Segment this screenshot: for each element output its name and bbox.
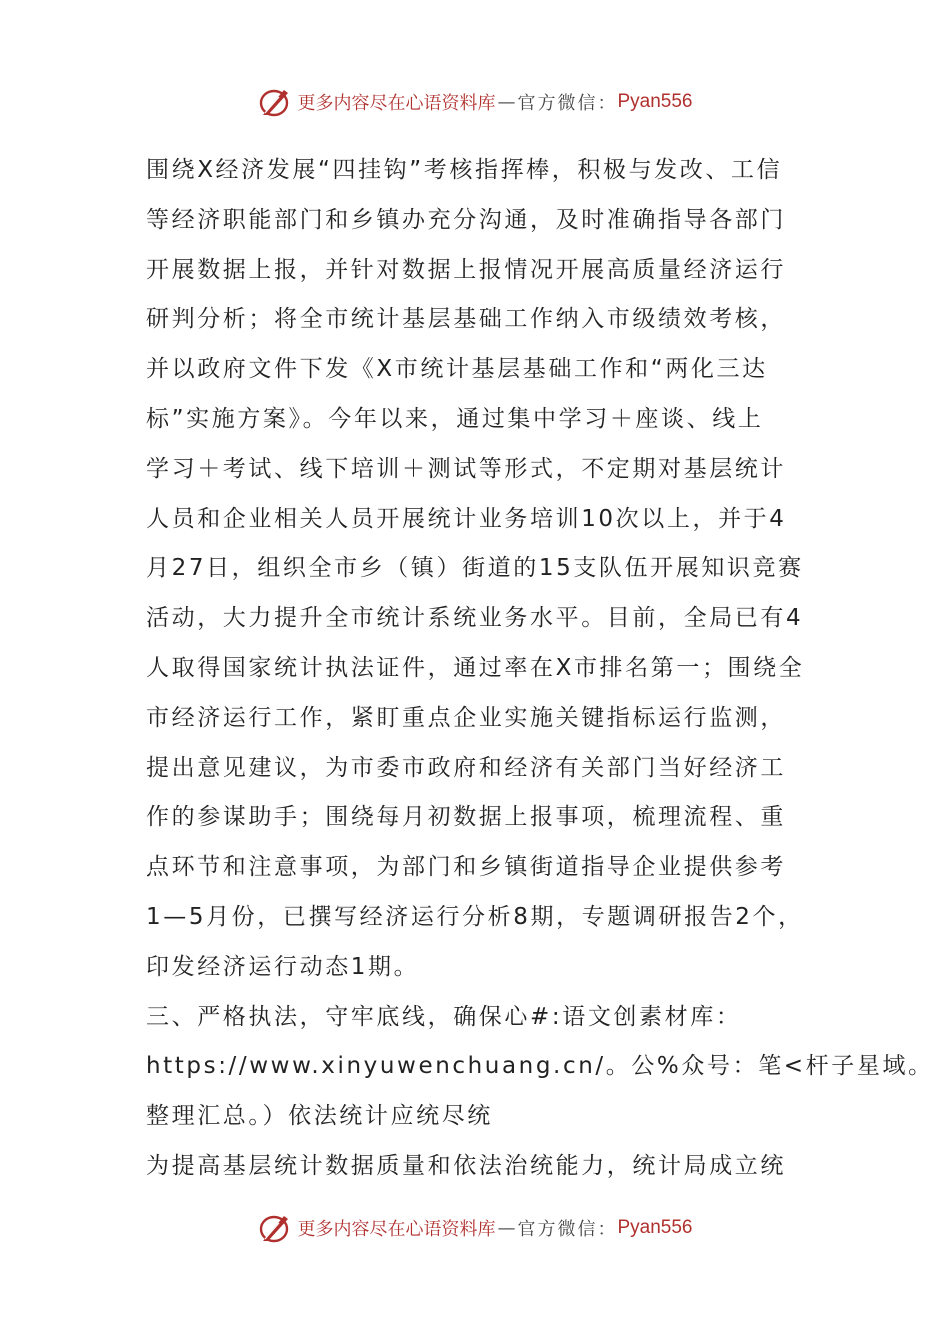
text-line: 市经济运行工作，紧盯重点企业实施关键指标运行监测，	[146, 704, 786, 731]
quill-pen-logo-icon	[257, 1210, 293, 1246]
text-line: 作的参谋助手；围绕每月初数据上报事项，梳理流程、重	[146, 804, 786, 831]
header-dash: —	[497, 91, 516, 113]
text-line: 研判分析；将全市统计基层基础工作纳入市级绩效考核，	[146, 306, 786, 333]
text-line: 等经济职能部门和乡镇办充分沟通，及时准确指导各部门	[146, 206, 786, 233]
text-line: 印发经济运行动态1期。	[146, 953, 420, 980]
footer-watermark	[0, 1208, 950, 1248]
text-line: 活动，大力提升全市统计系统业务水平。目前，全局已有4	[146, 605, 804, 632]
text-line: 人员和企业相关人员开展统计业务培训10次以上，并于4	[146, 505, 787, 532]
quill-pen-logo-icon	[257, 84, 293, 120]
header-wechat-id: Pyan556	[617, 91, 693, 112]
text-line: 围绕X经济发展“四挂钩”考核指挥棒，积极与发改、工信	[146, 157, 783, 183]
text-line: 月27日，组织全市乡（镇）街道的15支队伍开展知识竞赛	[146, 555, 804, 582]
text-line: 1—5月份，已撰写经济运行分析8期，专题调研报告2个，	[146, 903, 804, 930]
footer-wechat-id: Pyan556	[617, 1217, 693, 1238]
text-line: 为提高基层统计数据质量和依法治统能力，统计局成立统	[146, 1152, 786, 1179]
text-line: 标”实施方案》。今年以来，通过集中学习＋座谈、线上	[146, 405, 764, 432]
header-wechat-label: 官方微信：	[517, 93, 618, 114]
text-line: 提出意见建议，为市委市政府和经济有关部门当好经济工	[146, 754, 786, 781]
footer-dash: —	[497, 1217, 516, 1239]
section-heading-line: 三、严格执法，守牢底线，确保心#:语文创素材库：	[146, 1003, 742, 1030]
header-brand-text: 更多内容尽在心语资料库	[297, 93, 496, 114]
text-line: 开展数据上报，并针对数据上报情况开展高质量经济运行	[146, 256, 786, 283]
document-body	[146, 146, 934, 1192]
text-line: 并以政府文件下发《X市统计基层基础工作和“两化三达	[146, 356, 768, 383]
footer-wechat-label: 官方微信：	[517, 1219, 618, 1240]
footer-brand-text: 更多内容尽在心语资料库	[297, 1219, 496, 1240]
url-text-line[interactable]: https://www.xinyuwenchuang.cn/。公%众号：笔<杆子星域。	[146, 1053, 934, 1080]
header-watermark	[0, 82, 950, 122]
text-line: 点环节和注意事项，为部门和乡镇街道指导企业提供参考	[146, 854, 786, 881]
text-line: 学习＋考试、线下培训＋测试等形式，不定期对基层统计	[146, 455, 786, 482]
text-line: 人取得国家统计执法证件，通过率在X市排名第一；围绕全	[146, 654, 805, 681]
text-line: 整理汇总。）依法统计应统尽统	[146, 1103, 493, 1130]
